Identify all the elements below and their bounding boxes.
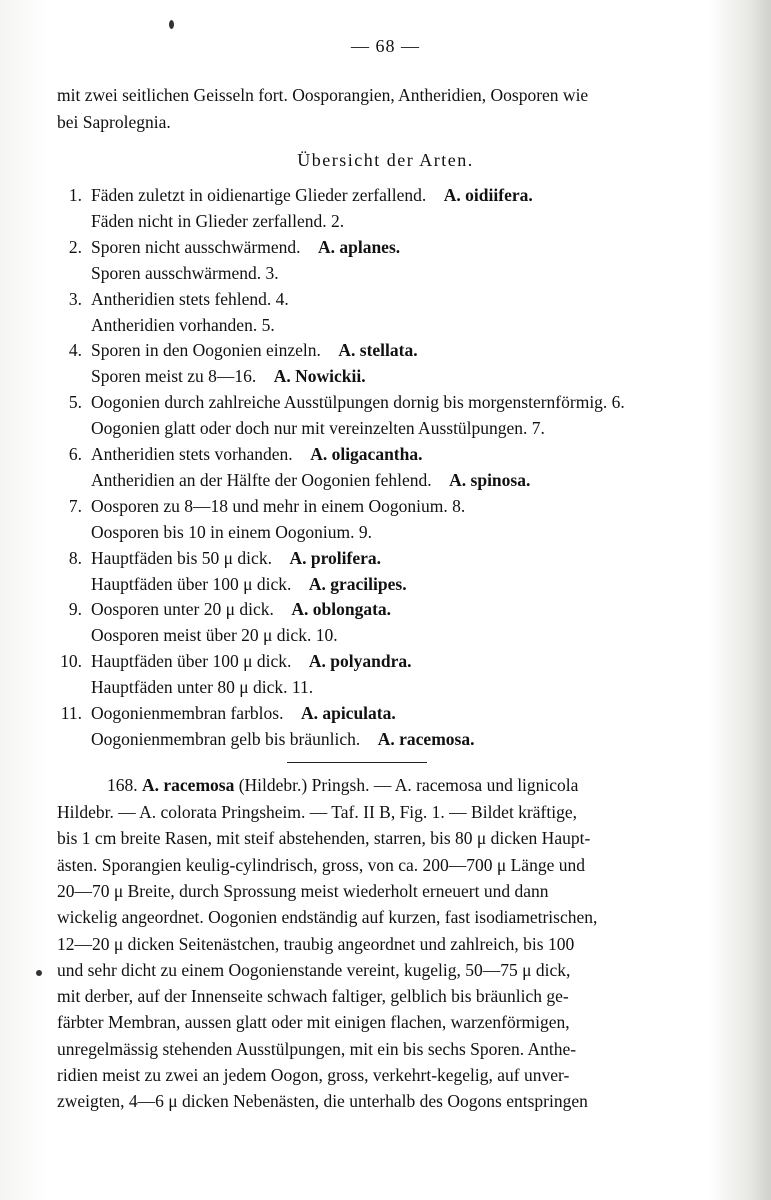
key-row-species: A. spinosa.	[449, 470, 531, 490]
entry-text-line: färbter Membran, aussen glatt oder mit einigen flachen, warzenförmigen,	[57, 1012, 570, 1032]
key-row-species: A. oblongata.	[291, 599, 392, 619]
entry-text-line: unregelmässig stehenden Ausstülpungen, mit ein bis sechs Sporen. Anthe-	[57, 1039, 577, 1059]
key-row-species: A. polyandra.	[308, 651, 412, 671]
key-row-number: 1.	[68, 185, 82, 205]
key-row-text: Oosporen bis 10 in einem Oogonium. 9.	[91, 522, 372, 542]
key-row-text: Antheridien stets vorhanden.	[91, 444, 293, 464]
key-row-text: Oosporen zu 8—18 und mehr in einem Oogonium. 8.	[91, 496, 466, 516]
entry-text-line: ästen. Sporangien keulig-cylindrisch, gross, von ca. 200—700 μ Länge und	[57, 855, 585, 875]
key-row-text: Hauptfäden über 100 μ dick.	[91, 574, 292, 594]
key-row-number: 8.	[68, 548, 82, 568]
key-row-species: A. oligacantha.	[310, 444, 423, 464]
key-row-number: 2.	[68, 237, 82, 257]
key-row-species: A. gracilipes.	[308, 574, 407, 594]
key-row-number: 4.	[68, 340, 82, 360]
key-row-species: A. apiculata.	[300, 703, 396, 723]
intro-line-2: bei Saprolegnia.	[57, 112, 171, 132]
key-row-number: 6.	[68, 444, 82, 464]
key-row-text: Oogonienmembran farblos.	[91, 703, 284, 723]
page-number: — 68 —	[351, 36, 420, 56]
entry-species-name: A. racemosa	[142, 775, 235, 795]
section-divider	[287, 762, 427, 763]
key-row-text: Hauptfäden über 100 μ dick.	[91, 651, 292, 671]
key-row-text: Oosporen meist über 20 μ dick. 10.	[91, 625, 338, 645]
key-row-species: A. prolifera.	[289, 548, 381, 568]
key-row-text: Hauptfäden bis 50 μ dick.	[91, 548, 272, 568]
key-row-text: Antheridien an der Hälfte der Oogonien fehlend.	[91, 470, 432, 490]
section-title: Übersicht der Arten.	[297, 150, 474, 170]
key-row-number: 9.	[68, 599, 82, 619]
ink-speck-left	[36, 970, 42, 976]
key-row-number: 5.	[68, 392, 82, 412]
key-row-text: Oogonien glatt oder doch nur mit vereinzelten Ausstülpungen. 7.	[91, 418, 545, 438]
entry-text-line: 12—20 μ dicken Seitenästchen, traubig angeordnet und zahlreich, bis 100	[57, 934, 575, 954]
entry-text-line: mit derber, auf der Innenseite schwach faltiger, gelblich bis bräunlich ge-	[57, 986, 569, 1006]
key-row-species: A. Nowickii.	[273, 366, 366, 386]
intro-line-1: mit zwei seitlichen Geisseln fort. Oosporangien, Antheridien, Oosporen wie	[57, 85, 589, 105]
key-row-text: Fäden zuletzt in oidienartige Glieder zerfallend.	[91, 185, 427, 205]
entry-text-line: bis 1 cm breite Rasen, mit steif abstehenden, starren, bis 80 μ dicken Haupt-	[57, 828, 591, 848]
key-row-text: Sporen ausschwärmend. 3.	[91, 263, 279, 283]
key-row-text: Antheridien stets fehlend. 4.	[91, 289, 289, 309]
entry-text-line: 20—70 μ Breite, durch Sprossung meist wiederholt erneuert und dann	[57, 881, 549, 901]
key-row-text: Sporen nicht ausschwärmend.	[91, 237, 301, 257]
key-row-text: Hauptfäden unter 80 μ dick. 11.	[91, 677, 314, 697]
entry-text-line: und sehr dicht zu einem Oogonienstande vereint, kugelig, 50—75 μ dick,	[57, 960, 571, 980]
entry-text-line: zweigten, 4—6 μ dicken Nebenästen, die unterhalb des Oogons entspringen	[57, 1091, 588, 1111]
key-row-text: Oosporen unter 20 μ dick.	[91, 599, 274, 619]
entry-synonyms: (Hildebr.) Pringsh. — A. racemosa und lignicola	[238, 775, 579, 795]
key-row-number: 11.	[60, 703, 82, 723]
key-row-text: Fäden nicht in Glieder zerfallend. 2.	[91, 211, 345, 231]
key-row-species: A. stellata.	[338, 340, 418, 360]
key-row-text: Oogonienmembran gelb bis bräunlich.	[91, 729, 361, 749]
entry-first-line	[107, 774, 578, 796]
key-row-number: 7.	[68, 496, 82, 516]
key-row-text: Antheridien vorhanden. 5.	[91, 315, 275, 335]
entry-text-line: ridien meist zu zwei an jedem Oogon, gross, verkehrt-kegelig, auf unver-	[57, 1065, 570, 1085]
key-row-species: A. aplanes.	[317, 237, 401, 257]
key-row-number: 10.	[60, 651, 82, 671]
key-row-species: A. oidiifera.	[443, 185, 533, 205]
key-row-number: 3.	[68, 289, 82, 309]
ink-speck-top	[169, 20, 174, 29]
key-row-text: Sporen in den Oogonien einzeln.	[91, 340, 321, 360]
key-row-text: Oogonien durch zahlreiche Ausstülpungen dornig bis morgensternförmig. 6.	[91, 392, 625, 412]
entry-text-line: Hildebr. — A. colorata Pringsheim. — Taf. II B, Fig. 1. — Bildet kräftige,	[57, 802, 577, 822]
key-row-text: Sporen meist zu 8—16.	[91, 366, 257, 386]
key-row-species: A. racemosa.	[377, 729, 475, 749]
entry-number: 168.	[107, 775, 138, 795]
entry-text-line: wickelig angeordnet. Oogonien endständig auf kurzen, fast isodiametrischen,	[57, 907, 598, 927]
